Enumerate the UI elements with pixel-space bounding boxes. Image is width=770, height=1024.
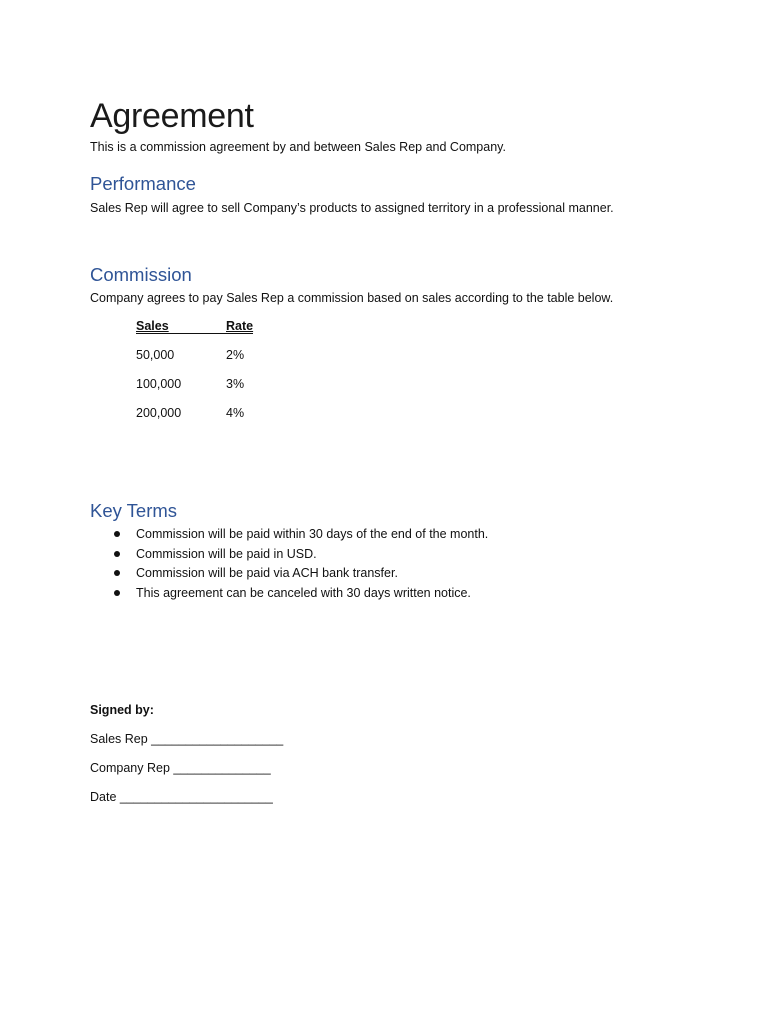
key-term-text: Commission will be paid via ACH bank transfer.: [136, 566, 398, 580]
rate-table-rate-cell: 4%: [226, 406, 245, 420]
rate-table-header-row: [136, 318, 296, 347]
key-term-text: Commission will be paid in USD.: [136, 546, 317, 561]
signed-by-label: Signed by:: [90, 703, 154, 717]
rate-table-header-rate: Rate: [226, 319, 254, 333]
document-title: Agreement: [90, 97, 254, 135]
sales-rep-signature-line: Sales Rep ___________________: [90, 732, 284, 746]
rate-table-sales-cell: 100,000: [136, 377, 182, 391]
rate-table-row: [136, 405, 296, 434]
commission-rate-table: [136, 318, 296, 434]
commission-text: Company agrees to pay Sales Rep a commission based on sales according to the table below.: [90, 291, 614, 305]
bullet-icon: [114, 531, 120, 537]
commission-heading: Commission: [90, 264, 192, 285]
rate-table-row: [136, 376, 296, 405]
performance-heading: Performance: [90, 173, 196, 194]
performance-text: Sales Rep will agree to sell Company’s products to assigned territory in a professional manner.: [90, 201, 614, 215]
bullet-icon: [114, 590, 120, 596]
intro-text: This is a commission agreement by and between Sales Rep and Company.: [90, 140, 506, 154]
bullet-icon: [114, 570, 120, 576]
rate-table-rate-cell: 2%: [226, 348, 245, 362]
date-line: Date ______________________: [90, 790, 273, 804]
company-rep-signature-line: Company Rep ______________: [90, 761, 271, 775]
rate-table-header-underline: [136, 333, 253, 334]
key-term-text: Commission will be paid within 30 days of the end of the month.: [136, 527, 489, 541]
bullet-icon: [114, 551, 120, 557]
rate-table-sales-cell: 50,000: [136, 348, 175, 362]
rate-table-sales-cell: 200,000: [136, 406, 182, 420]
rate-table-rate-cell: 3%: [226, 377, 245, 391]
rate-table-row: [136, 347, 296, 376]
rate-table-header-sales: Sales: [136, 319, 169, 333]
key-terms-heading: Key Terms: [90, 500, 178, 521]
key-term-text: This agreement can be canceled with 30 days written notice.: [136, 585, 471, 600]
